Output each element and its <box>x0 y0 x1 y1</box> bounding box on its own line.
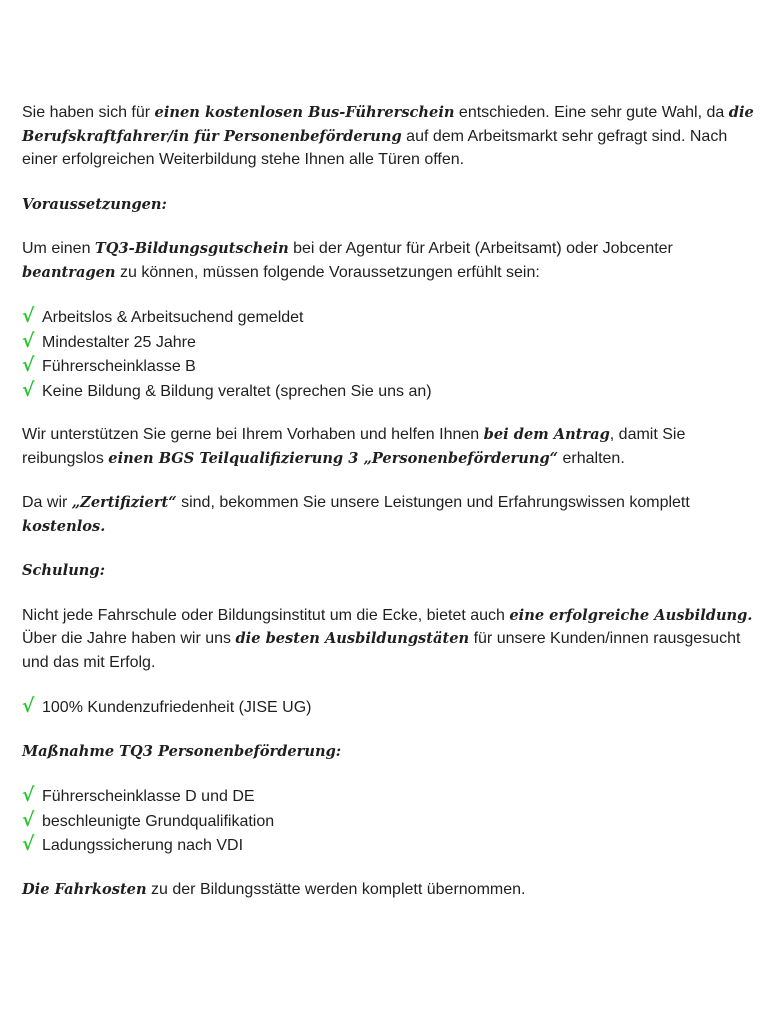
support-emphasis-2: einen BGS Teilqualifizierung 3 „Personenbeförderung“ <box>108 449 559 467</box>
certified-emphasis-2: kostenlos. <box>22 517 106 535</box>
intro-paragraph <box>22 101 767 172</box>
check-icon: √ <box>22 833 35 855</box>
schulung-paragraph <box>22 604 767 675</box>
intro-text-2: entschieden. Eine sehr gute Wahl, da <box>454 104 729 121</box>
list-item <box>22 695 767 720</box>
list-item-label: Keine Bildung & Bildung veraltet (sprechen Sie uns an) <box>42 382 432 400</box>
list-item <box>22 379 767 404</box>
list-item-label: Mindestalter 25 Jahre <box>42 333 196 351</box>
list-item-label: beschleunigte Grundqualifikation <box>42 812 275 830</box>
list-item <box>22 305 767 330</box>
check-icon: √ <box>22 378 35 401</box>
list-item <box>22 809 767 834</box>
intro-text-1: Sie haben sich für <box>22 104 155 121</box>
list-item-label: Arbeitslos & Arbeitsuchend gemeldet <box>42 309 304 326</box>
list-item-label: Ladungssicherung nach VDI <box>42 837 244 854</box>
intro-emphasis-1: einen kostenlosen Bus-Führerschein <box>154 104 455 121</box>
list-item <box>22 354 767 379</box>
document-body <box>22 101 767 901</box>
schulung-emphasis-1: eine erfolgreiche Ausbildung. <box>509 606 753 624</box>
check-icon: √ <box>22 354 35 376</box>
schulung-text-3: für unsere Kunden/innen rausgesucht und das mit Erfolg. <box>22 630 741 671</box>
certified-emphasis-1: „Zertifiziert“ <box>71 494 177 511</box>
list-item <box>22 784 767 809</box>
support-emphasis-1: bei dem Antrag <box>483 426 610 443</box>
check-icon: √ <box>22 784 35 806</box>
support-text-2: , damit Sie reibungslos <box>22 426 686 467</box>
schulung-text-2: Über die Jahre haben wir uns <box>22 630 236 647</box>
list-item <box>22 833 767 858</box>
list-item-label: Führerscheinklasse D und DE <box>42 788 255 805</box>
check-icon: √ <box>22 329 35 352</box>
fahrkosten-text: zu der Bildungsstätte werden komplett übernommen. <box>146 880 526 898</box>
voraussetzungen-text-1: Um einen <box>22 240 95 257</box>
fahrkosten-emphasis: Die Fahrkosten <box>22 880 147 898</box>
voraussetzungen-emphasis-1: TQ3-Bildungsgutschein <box>94 240 289 257</box>
schulung-list <box>22 695 767 720</box>
voraussetzungen-paragraph <box>22 237 767 284</box>
heading-massnahme: Maßnahme TQ3 Personenbeförderung: <box>22 742 342 760</box>
support-text-3: erhalten. <box>558 449 625 467</box>
voraussetzungen-emphasis-2: beantragen <box>22 263 116 281</box>
list-item-label: Führerscheinklasse B <box>42 358 196 375</box>
check-icon: √ <box>22 808 35 831</box>
intro-text-3: auf dem Arbeitsmarkt sehr gefragt sind. Nach einer erfolgreichen Weiterbildung stehe Ihnen alle Türen offen. <box>22 127 728 168</box>
voraussetzungen-list <box>22 305 767 403</box>
voraussetzungen-text-3: zu können, müssen folgende Voraussetzungen erfühlt sein: <box>115 263 540 281</box>
heading-voraussetzungen: Voraussetzungen: <box>22 195 167 213</box>
schulung-text-1: Nicht jede Fahrschule oder Bildungsinstitut um die Ecke, bietet auch <box>22 606 510 624</box>
certified-paragraph <box>22 491 767 538</box>
list-item <box>22 330 767 355</box>
check-icon: √ <box>22 695 35 717</box>
schulung-emphasis-2: die besten Ausbildungstäten <box>235 630 470 647</box>
list-item-label: 100% Kundenzufriedenheit (JISE UG) <box>42 699 312 716</box>
support-paragraph <box>22 423 767 470</box>
heading-schulung: Schulung: <box>22 562 106 579</box>
intro-emphasis-2: die Berufskraftfahrer/in für Personenbeförderung <box>22 104 754 145</box>
certified-text-2: sind, bekommen Sie unsere Leistungen und Erfahrungswissen komplett <box>176 494 690 511</box>
massnahme-list <box>22 784 767 858</box>
certified-text-1: Da wir <box>22 494 72 511</box>
fahrkosten-paragraph <box>22 878 767 902</box>
voraussetzungen-text-2: bei der Agentur für Arbeit (Arbeitsamt) oder Jobcenter <box>288 240 673 257</box>
support-text-1: Wir unterstützen Sie gerne bei Ihrem Vorhaben und helfen Ihnen <box>22 426 484 443</box>
check-icon: √ <box>22 305 35 327</box>
